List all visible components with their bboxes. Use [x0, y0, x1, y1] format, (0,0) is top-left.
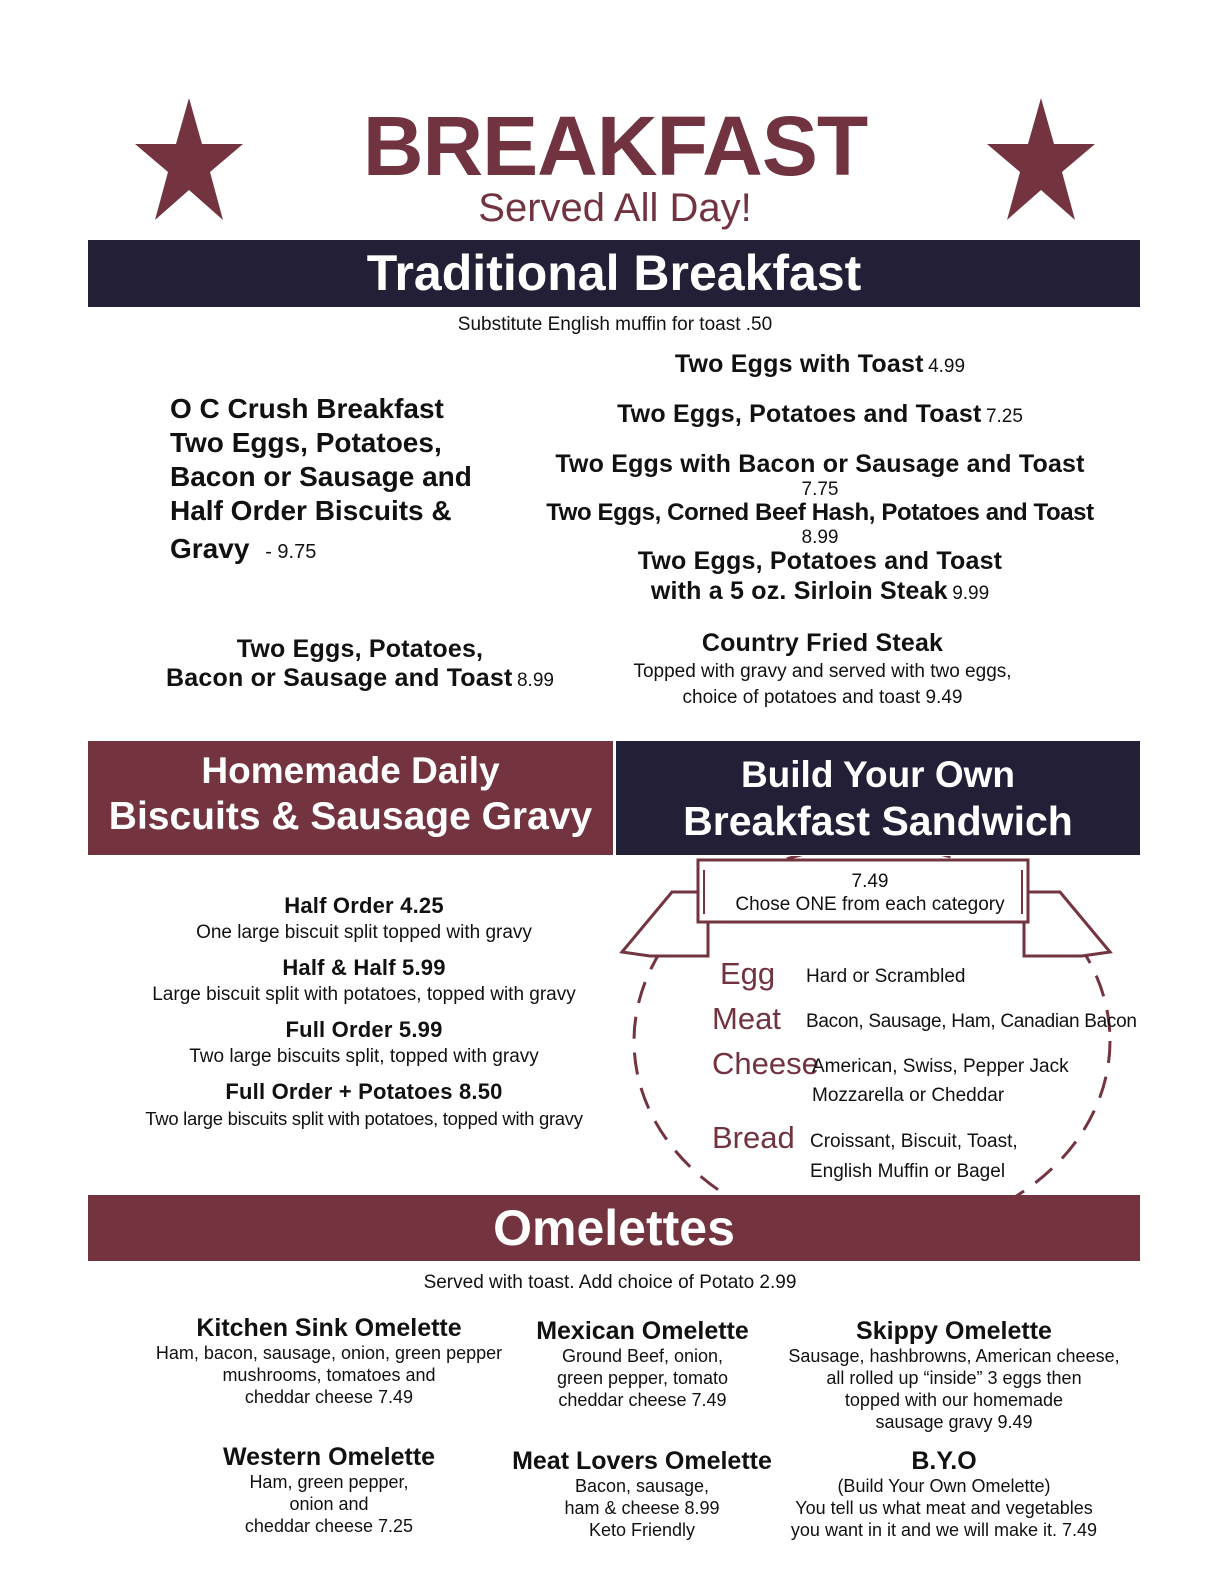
sandwich-price: 7.49 [851, 871, 889, 892]
section-bar-sandwich [616, 741, 1140, 855]
trad-item-sirloin [540, 546, 1100, 610]
item-desc: One large biscuit split topped with gravy [196, 922, 532, 943]
category-options: American, Swiss, Pepper Jack [812, 1056, 1069, 1077]
omelette-name: Skippy Omelette [856, 1317, 1052, 1345]
item-price: 8.99 [516, 670, 554, 691]
star-icon [135, 98, 243, 220]
trad-item-bacon [150, 635, 570, 696]
item-desc: Two large biscuits split, topped with gravy [189, 1046, 539, 1067]
omelette-item [766, 1447, 1122, 1541]
item-price: 7.25 [985, 406, 1023, 427]
omelette-desc: all rolled up “inside” 3 eggs then [826, 1368, 1082, 1388]
item-name: Two Eggs, Potatoes and Toast [637, 547, 1003, 575]
star-icon [987, 98, 1095, 220]
item-price: 7.75 [801, 479, 839, 500]
omelette-name: B.Y.O [911, 1447, 977, 1475]
omelette-desc: Ham, green pepper, [249, 1472, 409, 1492]
omelette-desc: Sausage, hashbrowns, American cheese, [788, 1346, 1120, 1366]
omelette-desc: cheddar cheese 7.25 [244, 1516, 414, 1536]
omelette-desc: sausage gravy 9.49 [875, 1412, 1033, 1432]
category-options: Bacon, Sausage, Ham, Canadian Bacon [806, 1011, 1137, 1032]
omelette-desc: green pepper, tomato [556, 1368, 729, 1388]
category-options: Mozzarella or Cheddar [812, 1085, 1005, 1106]
item-name: Two Eggs, Potatoes, [236, 635, 484, 663]
item-price: 8.99 [801, 527, 839, 548]
omelette-desc: cheddar cheese 7.49 [558, 1390, 727, 1410]
omelette-name: Mexican Omelette [536, 1317, 749, 1345]
category-label-egg: Egg [720, 956, 776, 991]
omelette-desc: you want in it and we will make it. 7.49 [790, 1520, 1098, 1540]
trad-item [540, 450, 1100, 501]
section-bar-omelettes [88, 1195, 1140, 1261]
trad-item-country [590, 627, 1055, 711]
omelette-note: Served with toast. Add choice of Potato 2.99 [423, 1272, 797, 1293]
item-name: Half & Half 5.99 [282, 955, 446, 980]
item-name: Two Eggs, Potatoes and Toast [617, 400, 982, 428]
item-name: Half Order 4.25 [284, 893, 444, 918]
item-desc: Large biscuit split with potatoes, topped with gravy [152, 984, 576, 1005]
sandwich-instruction: Chose ONE from each category [735, 894, 1005, 915]
section-title-biscuits: Homemade Daily [201, 750, 500, 791]
category-label-bread: Bread [712, 1120, 795, 1155]
item-name: Two Eggs, Corned Beef Hash, Potatoes and Toast [546, 499, 1094, 526]
category-label-cheese: Cheese [712, 1046, 819, 1081]
crush-line: Gravy [170, 533, 250, 564]
toast-note: Substitute English muffin for toast .50 [457, 314, 773, 335]
section-title-sandwich: Build Your Own [740, 754, 1016, 795]
crush-line: Bacon or Sausage and [170, 461, 472, 492]
section-title-biscuits: Biscuits & Sausage Gravy [108, 795, 593, 838]
trad-item [540, 400, 1100, 429]
omelette-item [510, 1317, 775, 1411]
omelette-item [770, 1317, 1138, 1433]
trad-item [530, 499, 1110, 549]
item-name: Bacon or Sausage and Toast [166, 664, 513, 692]
omelette-desc: You tell us what meat and vegetables [795, 1498, 1093, 1518]
section-title-sandwich: Breakfast Sandwich [683, 798, 1073, 844]
section-title-traditional: Traditional Breakfast [366, 245, 862, 301]
item-desc: choice of potatoes and toast 9.49 [682, 687, 963, 708]
item-price: 4.99 [928, 356, 966, 377]
item-name: Full Order + Potatoes 8.50 [225, 1079, 503, 1104]
omelette-item [120, 1314, 538, 1408]
category-options: Hard or Scrambled [806, 966, 966, 987]
page-title: BREAKFAST [362, 99, 868, 193]
category-options: Croissant, Biscuit, Toast, [810, 1131, 1018, 1152]
omelette-desc: mushrooms, tomatoes and [222, 1365, 436, 1385]
item-desc: Topped with gravy and served with two eggs, [633, 661, 1012, 682]
item-name: Two Eggs with Toast [674, 350, 924, 378]
omelette-name: Kitchen Sink Omelette [196, 1314, 462, 1342]
omelette-desc: ham & cheese 8.99 [564, 1498, 720, 1518]
item-desc: Two large biscuits split with potatoes, topped with gravy [145, 1108, 583, 1129]
section-title-omelettes: Omelettes [493, 1200, 735, 1256]
omelette-item [492, 1447, 792, 1541]
crush-price: - 9.75 [265, 541, 317, 563]
biscuit-list [100, 892, 628, 1132]
omelette-desc: Keto Friendly [588, 1520, 696, 1540]
omelette-item [150, 1443, 508, 1537]
crush-line: O C Crush Breakfast [170, 393, 444, 424]
trad-item [540, 350, 1100, 379]
omelette-desc: Ground Beef, onion, [561, 1346, 724, 1366]
omelette-desc: onion and [289, 1494, 369, 1514]
item-name: with a 5 oz. Sirloin Steak [650, 577, 948, 605]
item-name: Country Fried Steak [701, 629, 944, 657]
omelette-desc: cheddar cheese 7.49 [244, 1387, 414, 1407]
omelette-desc: (Build Your Own Omelette) [837, 1476, 1051, 1496]
omelette-desc: Bacon, sausage, [574, 1476, 710, 1496]
section-bar-traditional [88, 240, 1140, 307]
crush-line: Half Order Biscuits & [170, 495, 452, 526]
page-subtitle: Served All Day! [478, 186, 752, 230]
item-price: 9.99 [952, 583, 990, 604]
item-name: Two Eggs with Bacon or Sausage and Toast [555, 450, 1085, 478]
omelette-name: Meat Lovers Omelette [512, 1447, 772, 1475]
omelette-desc: Ham, bacon, sausage, onion, green pepper [155, 1343, 503, 1363]
omelette-name: Western Omelette [222, 1443, 436, 1471]
crush-special [170, 392, 550, 569]
omelette-desc: topped with our homemade [844, 1390, 1064, 1410]
category-options: English Muffin or Bagel [810, 1161, 1006, 1182]
crush-line: Two Eggs, Potatoes, [170, 427, 442, 458]
category-label-meat: Meat [712, 1001, 781, 1036]
section-bar-biscuits [88, 741, 613, 855]
item-name: Full Order 5.99 [285, 1017, 443, 1042]
